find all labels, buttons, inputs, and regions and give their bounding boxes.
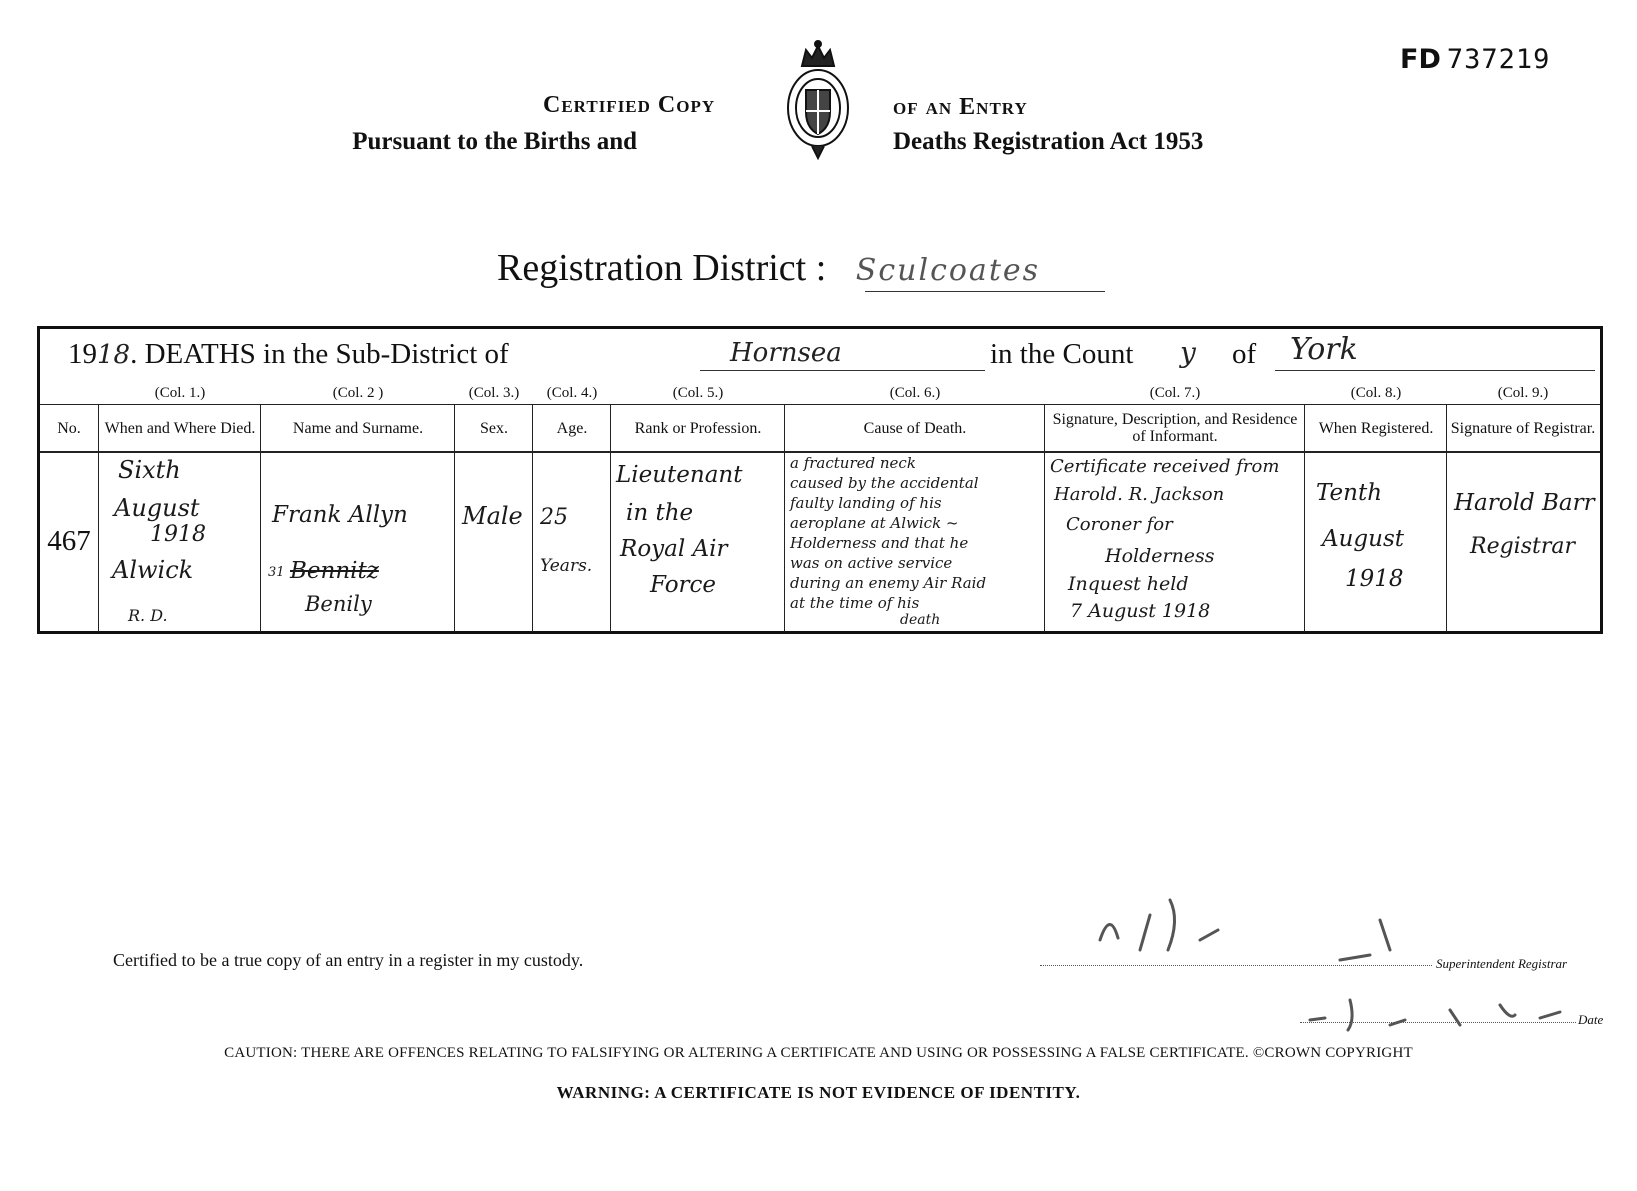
entry-cause-line5: Holderness and that he: [790, 534, 969, 552]
col-3-number: (Col. 3.): [468, 385, 520, 401]
entry-rank-line3: Royal Air: [620, 536, 728, 562]
date-handwriting-icon: [1300, 990, 1580, 1040]
header-certified-copy: Certified Copy: [543, 92, 716, 118]
entry-cause-line1: a fractured neck: [790, 454, 916, 472]
entry-cause-line2: caused by the accidental: [790, 474, 979, 492]
col-9-number: (Col. 9.): [1497, 385, 1549, 401]
header-top-rule: [40, 404, 1600, 405]
col-7-number: (Col. 7.): [1149, 385, 1201, 401]
col-head-age: Age.: [556, 419, 588, 437]
serial-prefix: FD: [1400, 44, 1441, 75]
col-head-sex: Sex.: [480, 419, 508, 437]
warning-notice: WARNING: A CERTIFICATE IS NOT EVIDENCE OF IDENTITY.: [556, 1083, 1081, 1102]
header-bottom-rule: [40, 451, 1600, 453]
entry-name-struck-surname: Bennitz: [290, 558, 379, 584]
col-8-number: (Col. 8.): [1350, 385, 1402, 401]
caution-notice: CAUTION: THERE ARE OFFENCES RELATING TO FALSIFYING OR ALTERING A CERTIFICATE AND USING OR POSSESSING A FALSE CERTIFICATE. ©CROWN COPYRIGHT: [224, 1045, 1413, 1061]
col-head-when-registered: When Registered.: [1318, 419, 1434, 437]
entry-name-surname: Benily: [305, 592, 372, 616]
entry-where-rd: R. D.: [128, 606, 168, 625]
col-divider: [784, 404, 785, 632]
header-of-an-entry: of an Entry: [893, 94, 1028, 120]
superintendent-dotted-line: [1040, 965, 1432, 966]
col-head-rank: Rank or Profession.: [634, 419, 762, 437]
superintendent-registrar-label: Superintendent Registrar: [1436, 956, 1568, 971]
header-act: Deaths Registration Act 1953: [893, 128, 1204, 155]
entry-name-forenames: Frank Allyn: [272, 502, 408, 528]
col-head-registrar: Signature of Registrar.: [1450, 419, 1596, 437]
county-label-a: in the Count: [990, 338, 1134, 370]
certified-statement: Certified to be a true copy of an entry in a register in my custody.: [113, 950, 584, 970]
county-label-b: of: [1232, 338, 1257, 370]
col-6-number: (Col. 6.): [889, 385, 941, 401]
entry-when-year: 1918: [150, 522, 206, 547]
entry-cause-line6: was on active service: [790, 554, 953, 572]
col-5-number: (Col. 5.): [672, 385, 724, 401]
entry-where-place: Alwick: [112, 556, 194, 584]
deaths-label: . DEATHS in the Sub-District of: [130, 338, 509, 370]
entry-informant-line1: Certificate received from: [1050, 456, 1280, 477]
entry-rank-line4: Force: [650, 572, 717, 598]
date-label: Date: [1578, 1012, 1604, 1027]
col-head-when-where: When and Where Died.: [104, 419, 256, 437]
col-head-informant: Signature, Description, and Residence of Informant.: [1052, 411, 1298, 445]
entry-name-annotation: 31: [268, 565, 285, 580]
sub-district-value: Hornsea: [730, 338, 842, 368]
district-underline: [865, 291, 1105, 292]
entry-cause-line3: faulty landing of his: [790, 494, 942, 512]
entry-sex: Male: [462, 502, 523, 530]
entry-when-month: August: [114, 494, 200, 522]
col-divider: [1446, 404, 1447, 632]
entry-number: 467: [47, 525, 91, 557]
entry-registered-month: August: [1322, 526, 1405, 552]
entry-informant-line5: Inquest held: [1068, 573, 1189, 595]
entry-informant-line3: Coroner for: [1066, 514, 1173, 535]
register-title-row: [68, 338, 509, 371]
county-underline: [1275, 370, 1595, 371]
date-dotted-line: [1300, 1022, 1576, 1023]
entry-rank-line2: in the: [626, 500, 694, 526]
col-2-number: (Col. 2 ): [332, 385, 384, 401]
col-divider: [98, 404, 99, 632]
entry-registrar-title: Registrar: [1470, 534, 1575, 559]
col-1-number: (Col. 1.): [154, 385, 206, 401]
header-pursuant: Pursuant to the Births and: [352, 128, 637, 155]
entry-cause-line4: aeroplane at Alwick ~: [790, 514, 959, 532]
col-4-number: (Col. 4.): [546, 385, 598, 401]
entry-cause-line9: death: [900, 612, 941, 628]
county-handwritten-y: y: [1180, 336, 1196, 369]
entry-rank-line1: Lieutenant: [616, 462, 743, 488]
entry-cause-line8: at the time of his: [790, 594, 920, 612]
col-divider: [1304, 404, 1305, 632]
registration-district-value: Sculcoates: [855, 253, 1041, 288]
entry-cause-line7: during an enemy Air Raid: [790, 574, 987, 592]
entry-age-number: 25: [540, 505, 568, 530]
registration-district-label: Registration District :: [497, 247, 827, 289]
entry-informant-line2: Harold. R. Jackson: [1054, 484, 1225, 505]
col-divider: [532, 404, 533, 632]
royal-crest-icon: [782, 40, 854, 165]
col-divider: [454, 404, 455, 632]
col-divider: [610, 404, 611, 632]
entry-registered-day: Tenth: [1316, 480, 1383, 506]
entry-when-day: Sixth: [118, 456, 181, 484]
certificate-serial: [1400, 44, 1550, 75]
col-head-no: No.: [57, 419, 81, 437]
col-divider: [1044, 404, 1045, 632]
serial-number: 737219: [1446, 44, 1551, 75]
year-handwritten: 18: [97, 340, 131, 370]
entry-informant-line6: 7 August 1918: [1070, 600, 1211, 622]
registration-district: [497, 246, 1040, 290]
entry-registrar-name: Harold Barr: [1454, 490, 1595, 516]
entry-age-unit: Years.: [540, 556, 593, 576]
col-divider: [260, 404, 261, 632]
col-head-cause: Cause of Death.: [863, 419, 967, 437]
col-head-name: Name and Surname.: [292, 419, 424, 437]
sub-district-underline: [700, 370, 985, 371]
county-value: York: [1290, 332, 1358, 367]
entry-informant-line4: Holderness: [1105, 545, 1215, 567]
entry-registered-year: 1918: [1345, 566, 1404, 592]
year-printed: 19: [68, 338, 97, 370]
